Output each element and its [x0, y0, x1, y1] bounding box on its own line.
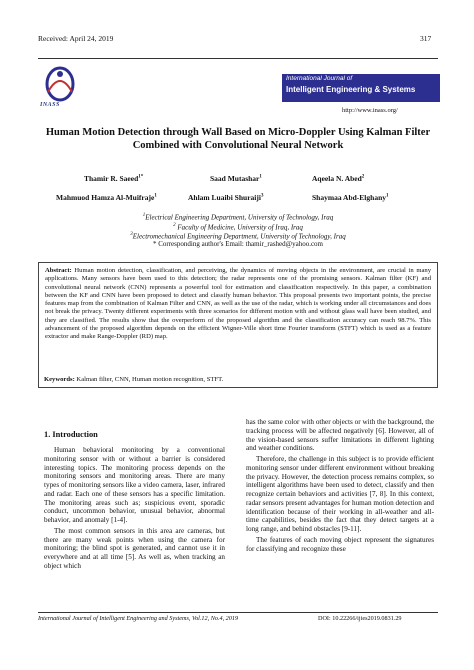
journal-url: http://www.inass.org/ — [342, 107, 398, 114]
paragraph: The features of each moving object represent the signatures for classifying and recognize these — [246, 535, 434, 553]
header-rule — [38, 58, 438, 59]
affiliation: $^2$ Faculty of Medicine, University of Iraq, Iraq — [173, 222, 303, 231]
page-number: 317 — [420, 34, 432, 43]
footer-rule — [38, 612, 438, 613]
abstract-box — [38, 262, 438, 388]
author-name: Aqeela N. Abed$^2$ — [312, 174, 365, 183]
affiliation: $^1$Electrical Engineering Department, University of Technology, Iraq — [142, 213, 334, 222]
journal-name-line1: International Journal of — [286, 75, 353, 82]
column-left — [44, 446, 225, 571]
affiliation: $^3$Electromechanical Engineering Department, University of Technology, Iraq — [130, 232, 346, 241]
journal-name-line2: Intelligent Engineering & Systems — [286, 85, 416, 94]
section-heading: 1. Introduction — [44, 430, 98, 439]
author-name: Thamir R. Saeed$^{1*}$ — [84, 174, 144, 183]
author-name: Shaymaa Abd-Elghany$^1$ — [312, 193, 389, 202]
inass-logo-icon — [38, 62, 82, 104]
abstract-label: Abstract: — [45, 267, 72, 274]
keywords: Keywords: Kalman filter, CNN, Human motion recognition, STFT. — [44, 376, 224, 383]
paragraph: has the same color with other objects or with the background, the tracking process will be affected negatively [6]. However, all of the vision-based sensors suffer limitations in different lighting and weather conditions. — [246, 418, 434, 453]
author-name: Mahmuod Hamza Al-Muifraje$^1$ — [56, 193, 157, 202]
received-date: Received: April 24, 2019 — [38, 34, 114, 43]
paragraph: Therefore, the challenge in this subject is to provide efficient monitoring sensor under different environment without breaking the privacy. However, the detection process remains complex, so intelligent algorithms have been used to detect, classify and then recognize certain behaviors and activities [7, 8]. In this context, radar sensors present advantages for human motion detection and identification because of their working in all-weather and all-time capabilities, besides the fact that they detect targets at a long range, and behind obstacles [9-11]. — [246, 455, 435, 533]
column-right — [246, 418, 434, 553]
paragraph: Human behavioral monitoring by a conventional monitoring sensor with or without a barrier is considered interesting topics. The monitoring process depends on the monitoring sensors and monitoring areas. There are many types of monitoring sensors like a video camera, laser, infrared and radar. Each one of these sensors has a specific limitation. The monitoring areas such as; suspicious event, sporadic conduct, uncommon behavior, unusual behavior, abnormal behavior, and anomaly [1-4]. — [44, 446, 225, 524]
author-name: Ahlam Luaibi Shuraiji$^3$ — [188, 193, 264, 202]
paper-title: Human Motion Detection through Wall Based on Micro-Doppler Using Kalman Filter Combined with Convolutional Neural Network — [45, 127, 431, 151]
corresponding-author: * Corresponding author's Email: thamir_rashed@yahoo.com — [152, 239, 324, 248]
abstract-text: Human motion detection, classification, and perceiving, the dynamics of moving objects in the environment, are crucial in many applications. Many sensors have been used to this detection; the radar represents one of the promising sensors. Kalman filter (KF) and convolutional neural network (CNN) represents a powerful tool for estimation and classification respectively. In this paper, a combination between the KF and CNN have been proposed to detect and classify human behavior. This proposal presents two important points, the precise features map from the combination of Kalman Filter and CNN, as well as the use of the radar, which is working under all circumstances and does not break the privacy. Twenty different experiments with three scenarios for different motion with and without glass wall have been studied, and they are classified. The results show that the overperform of the proposed algorithm and the classification accuracy can reach 98.7%. This advancement of the proposed algorithm depends on the efficient Wigner-Ville short time Fourier transform (STFT) which is used as a feature extractor and make Range-Doppler (RD) map. — [45, 267, 431, 341]
footer-doi: DOI: 10.22266/ijies2019.0831.29 — [318, 615, 402, 622]
footer-journal: International Journal of Intelligent Engineering and Systems, Vol.12, No.4, 2019 — [38, 615, 239, 622]
logo-label: INASS — [40, 102, 60, 108]
author-name: Saad Mutashar$^1$ — [210, 174, 262, 183]
paragraph: The most common sensors in this area are cameras, but there are many weak points when using the camera for monitoring; the blind spot is generated, and cannot use it in everywhere and at all time [5]. As well as, when tracking an object which — [44, 526, 225, 570]
